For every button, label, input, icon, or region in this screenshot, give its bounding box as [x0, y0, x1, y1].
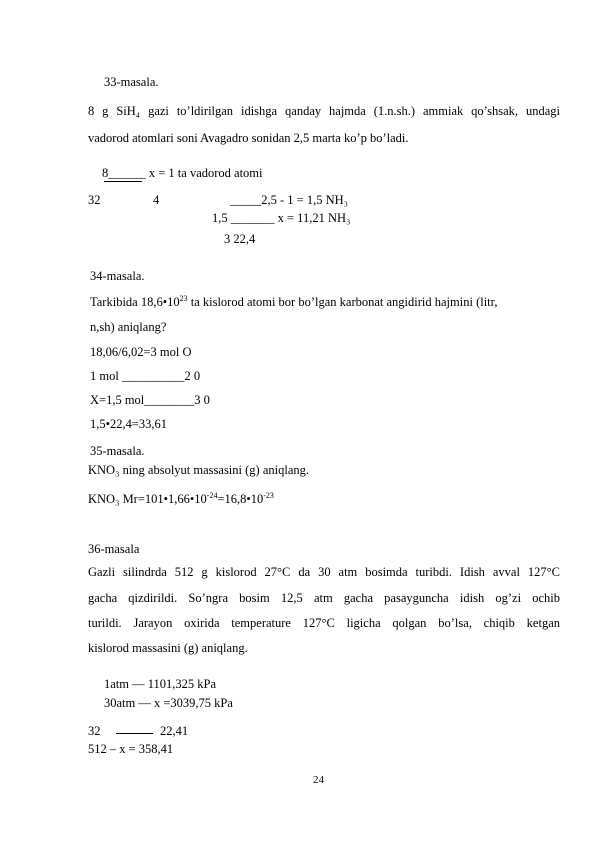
problem-33-title: 33-masala. — [104, 75, 159, 89]
problem-34-solution-line4: 1,5•22,4=33,61 — [90, 417, 168, 431]
problem-36-solution-line2: 30atm — x =3039,75 kPa — [104, 696, 233, 710]
problem-36-title: 36-masala — [88, 542, 140, 556]
problem-33-solution-4: 4 — [153, 193, 160, 207]
problem-34-solution-line2: 1 mol __________2 0 — [90, 369, 201, 383]
problem-34-text-line1: Tarkibida $18,6•10^{23}$ ta kislorod atomi bor bo’lgan karbonat angidirid hajmini (litr, — [90, 294, 498, 309]
problem-36-text-line3: turildi. Jarayon oxirida temperature 127°C ligicha qolgan bo’lsa, chiqib ketgan — [88, 616, 560, 630]
problem-35-solution: KNO₃ $Mr=101•1,66•10^{-24}=16,8•10^{-23}$ — [88, 491, 274, 506]
problem-36-text-line2: gacha qizdirildi. So’ngra bosim 12,5 atm gacha pasayguncha idish og’zi ochib — [88, 591, 560, 605]
problem-35-title: 35-masala. — [90, 444, 145, 458]
problem-33-solution-line3: _____2,5 - 1 = 1,5 NH₃ — [230, 193, 348, 207]
problem-36-solution-32: 32 — [88, 724, 101, 738]
problem-33-solution-line1: 8______ x = 1 ta vadorod atomi — [102, 166, 263, 180]
page-number: 24 — [313, 774, 324, 786]
fraction-rule — [104, 181, 142, 182]
problem-33-text-line1: 8 g SiH₄ gazi to’ldirilgan idishga qanday hajmda (1.n.sh.) ammiak qo’shsak, undagi — [88, 104, 560, 118]
problem-34-solution-line3: X=1,5 mol________3 0 — [90, 393, 210, 407]
fraction-rule — [116, 733, 153, 734]
problem-33-text-line2: vadorod atomlari soni Avagadro sonidan 2,5 marta ko’p bo’ladi. — [88, 131, 409, 145]
problem-36-solution-line1: 1atm — 1101,325 kPa — [104, 677, 217, 691]
problem-36-text-line4: kislorod massasini (g) aniqlang. — [88, 641, 248, 655]
problem-33-solution-line4: 1,5 _______ x = 11,21 NH₃ — [212, 211, 351, 225]
problem-35-text: KNO₃ ning absolyut massasini (g) aniqlang. — [88, 463, 309, 477]
problem-36-solution-line4: 512 – x = 358,41 — [88, 742, 174, 756]
problem-34-title: 34-masala. — [90, 269, 145, 283]
problem-36-text-line1: Gazli silindrda 512 g kislorod 27°C da 30 atm bosimda turibdi. Idish avval 127°C — [88, 565, 560, 579]
problem-36-solution-22-41: 22,41 — [160, 724, 189, 738]
problem-34-text-line2: n,sh) aniqlang? — [90, 320, 167, 334]
problem-33-solution-line5: 3 22,4 — [224, 232, 256, 246]
problem-34-solution-line1: 18,06/6,02=3 mol O — [90, 345, 192, 359]
problem-33-solution-32: 32 — [88, 193, 101, 207]
